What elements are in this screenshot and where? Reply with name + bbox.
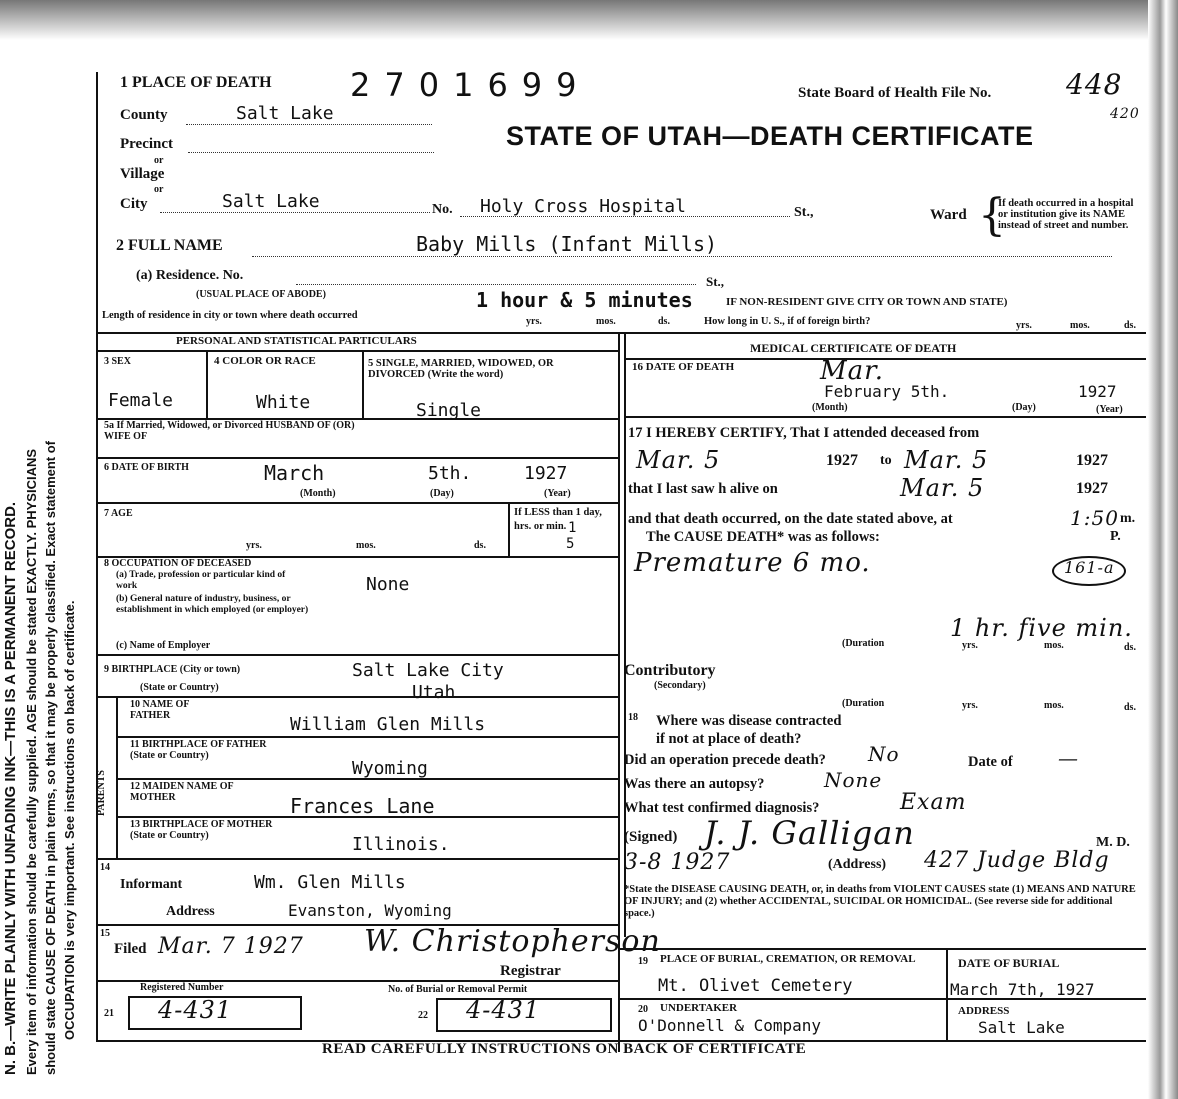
file-no-label: State Board of Health File No.	[798, 85, 992, 101]
spouse-label: 5a If Married, Widowed, or Divorced HUSBAND OF (OR) WIFE OF	[104, 420, 355, 442]
last-saw-year: 1927	[1076, 480, 1108, 497]
rule-before-undertaker	[618, 998, 1146, 1000]
contributory-label: Contributory	[624, 662, 716, 679]
color-value: White	[256, 392, 311, 413]
burial-date-value: March 7th, 1927	[950, 980, 1095, 999]
rule-personal-title	[96, 350, 618, 352]
registrar-signature: W. Christopherson	[364, 924, 661, 959]
div-burial	[946, 948, 948, 1040]
duration-yrs-2: yrs.	[962, 700, 978, 711]
father-value: William Glen Mills	[290, 714, 486, 735]
scan-edge-top	[0, 0, 1178, 40]
registrar-label: Registrar	[500, 963, 561, 979]
duration-label-2: (Duration	[842, 698, 885, 709]
duration-ds-2: ds.	[1124, 702, 1136, 713]
age-less-label: If LESS than 1 day, hrs. or min.	[514, 507, 602, 532]
full-name-value: Baby Mills (Infant Mills)	[416, 232, 718, 256]
usual-abode-label: (USUAL PLACE OF ABODE)	[196, 289, 326, 300]
item-22: 22	[418, 1010, 428, 1021]
dob-label: 6 DATE OF BIRTH	[104, 462, 189, 473]
dob-month-label: (Month)	[300, 488, 336, 499]
rule-medical-title	[624, 358, 1146, 360]
county-line	[186, 124, 432, 125]
if-not-label: if not at place of death?	[656, 731, 802, 747]
div-age-less	[508, 502, 510, 558]
length-of-residence-value: 1 hour & 5 minutes	[476, 288, 693, 312]
ward-brace: {	[978, 190, 1006, 241]
rule-after-dod	[624, 416, 1146, 418]
or-label-2: or	[154, 184, 164, 195]
dod-label: 16 DATE OF DEATH	[632, 361, 735, 373]
mother-birthplace-value: Illinois.	[352, 834, 450, 855]
md-label: M. D.	[1096, 835, 1130, 850]
occupation-label: 8 OCCUPATION OF DECEASED	[104, 558, 252, 569]
marital-label: 5 SINGLE, MARRIED, WIDOWED, OR DIVORCED (Write the word)	[368, 358, 554, 380]
physician-address-label: (Address)	[828, 857, 887, 872]
ward-note: If death occurred in a hospital or institution give its NAME instead of street and number.	[998, 198, 1134, 231]
operation-value: No	[868, 742, 900, 766]
item-21: 21	[104, 1008, 114, 1019]
rule-after-spouse	[96, 457, 618, 459]
hospital-value: Holy Cross Hospital	[480, 196, 686, 217]
time-m-label: m.	[1120, 511, 1136, 526]
duration-mos-1: mos.	[1044, 640, 1064, 651]
informant-address-value: Evanston, Wyoming	[288, 901, 452, 920]
registered-number-value: 4-431	[158, 996, 233, 1024]
birthplace-state: Utah	[412, 682, 456, 703]
duration-handwritten: 1 hr. five min.	[950, 614, 1133, 642]
undertaker-label: UNDERTAKER	[660, 1002, 738, 1014]
birthplace-label: 9 BIRTHPLACE (City or town)	[104, 664, 241, 675]
dob-year: 1927	[524, 463, 568, 484]
father-label: 10 NAME OF FATHER	[130, 699, 190, 721]
village-label: Village	[120, 166, 165, 182]
informant-value: Wm. Glen Mills	[254, 872, 406, 893]
us-mos: mos.	[1070, 320, 1090, 331]
certificate-title: STATE OF UTAH—DEATH CERTIFICATE	[506, 121, 1034, 151]
age-yrs: yrs.	[246, 540, 262, 551]
age-label: 7 AGE	[104, 508, 133, 519]
mother-value: Frances Lane	[290, 794, 435, 818]
rule-before-burial	[618, 948, 1146, 950]
center-divider-2	[624, 332, 626, 937]
div-parents	[116, 696, 118, 858]
father-birthplace-value: Wyoming	[352, 758, 428, 779]
occupation-a-label: (a) Trade, profession or particular kind of work	[116, 570, 286, 591]
div-sex-color	[206, 350, 208, 418]
last-saw-label: that I last saw h alive on	[628, 481, 778, 497]
test-value: Exam	[900, 790, 967, 815]
age-hours: 1	[568, 520, 577, 536]
dob-year-label: (Year)	[544, 488, 571, 499]
attended-year-1: 1927	[826, 452, 858, 469]
res-yrs: yrs.	[526, 316, 542, 327]
us-yrs: yrs.	[1016, 320, 1032, 331]
physician-address-value: 427 Judge Bldg	[924, 848, 1110, 873]
attended-to-label: to	[880, 453, 892, 468]
burial-place-value: Mt. Olivet Cemetery	[658, 976, 853, 996]
nonresident-label: IF NON-RESIDENT GIVE CITY OR TOWN AND STATE)	[726, 296, 1008, 308]
occupation-c-label: (c) Name of Employer	[116, 640, 211, 651]
undertaker-value: O'Donnell & Company	[638, 1016, 822, 1035]
county-value: Salt Lake	[236, 103, 334, 124]
death-occurred-label: and that death occurred, on the date stated above, at	[628, 511, 953, 527]
footer-instructions: READ CAREFULLY INSTRUCTIONS ON BACK OF CERTIFICATE	[322, 1041, 807, 1057]
cause-label: The CAUSE DEATH* was as follows:	[646, 529, 880, 545]
cause-value: Premature 6 mo.	[634, 548, 871, 578]
signed-label: (Signed)	[624, 829, 678, 845]
autopsy-value: None	[824, 768, 883, 792]
city-value: Salt Lake	[222, 191, 320, 212]
item-20: 20	[638, 1004, 648, 1015]
personal-section-title: PERSONAL AND STATISTICAL PARTICULARS	[176, 335, 417, 347]
div-color-marital	[362, 350, 364, 418]
occupation-value: None	[366, 574, 410, 595]
certify-label: 17 I HEREBY CERTIFY, That I attended deceased from	[628, 425, 980, 441]
side-warning: N. B.—WRITE PLAINLY WITH UNFADING INK—THIS IS A PERMANENT RECORD.	[2, 501, 19, 1075]
autopsy-label: Was there an autopsy?	[624, 776, 765, 792]
precinct-line	[188, 152, 434, 153]
scan-edge-right	[1148, 0, 1178, 1099]
dob-day-label: (Day)	[430, 488, 454, 499]
physician-signature: J. J. Galligan	[704, 814, 915, 852]
residence-line	[296, 284, 696, 285]
dod-value: February 5th.	[824, 382, 950, 401]
age-mos: mos.	[356, 540, 376, 551]
rule-top-grid	[96, 332, 1146, 334]
time-p-label: P.	[1110, 529, 1121, 544]
side-note-2: should state CAUSE OF DEATH in plain terms, so that it may be properly classified. Exact statement of	[43, 440, 58, 1075]
city-label: City	[120, 196, 148, 212]
full-name-line	[252, 256, 1112, 257]
res-ds: ds.	[658, 316, 670, 327]
file-no-extra: 420	[1110, 106, 1140, 122]
occupation-b-label: (b) General nature of industry, business, or establishment in which employed (or employer)	[116, 594, 309, 615]
res-mos: mos.	[596, 316, 616, 327]
item-19: 19	[638, 956, 648, 967]
registered-number-label: Registered Number	[140, 982, 224, 993]
side-note-1: Every item of information should be carefully supplied. AGE should be stated EXACTLY. PHYSICIANS	[24, 448, 39, 1075]
burial-permit-label: No. of Burial or Removal Permit	[388, 984, 528, 995]
color-label: 4 COLOR OR RACE	[214, 355, 316, 367]
precinct-label: Precinct	[120, 136, 174, 152]
rule-after-occ	[96, 654, 618, 656]
certificate-number: 2701699	[350, 66, 591, 104]
attended-from: Mar. 5	[636, 446, 721, 474]
filed-label: Filed	[114, 941, 147, 957]
side-note-3: OCCUPATION is very important. See instructions on back of certificate.	[62, 600, 77, 1040]
sex-value: Female	[108, 390, 174, 411]
informant-address-label: Address	[166, 904, 215, 919]
residence-st-label: St.,	[706, 274, 725, 289]
mother-label: 12 MAIDEN NAME OF MOTHER	[130, 781, 234, 803]
dod-month-label: (Month)	[812, 402, 848, 413]
full-name-label: 2 FULL NAME	[116, 237, 223, 254]
city-line	[160, 212, 430, 213]
birthplace-state-label: (State or Country)	[140, 682, 219, 693]
cause-footnote: *State the DISEASE CAUSING DEATH, or, in deaths from VIOLENT CAUSES state (1) MEANS AND NATURE OF INJURY; and (2) whether ACCIDENTAL, SUICIDAL OR HOMICIDAL. (See reverse side for additional space.)	[624, 884, 1136, 919]
last-saw-value: Mar. 5	[900, 474, 985, 502]
item-18: 18	[628, 712, 638, 723]
item-15: 15	[100, 928, 110, 939]
attended-to: Mar. 5	[904, 446, 989, 474]
sex-label: 3 SEX	[104, 356, 131, 367]
attended-year-2: 1927	[1076, 452, 1108, 469]
rule-after-father-bp	[116, 778, 618, 780]
secondary-label: (Secondary)	[654, 680, 706, 691]
undertaker-address-label: ADDRESS	[958, 1005, 1010, 1017]
signature-date: 3-8 1927	[624, 850, 731, 875]
father-birthplace-label: 11 BIRTHPLACE OF FATHER (State or Country)	[130, 739, 267, 761]
file-no-value: 448	[1066, 68, 1123, 101]
cause-code: 161-a	[1064, 558, 1115, 577]
rule-after-father	[116, 736, 618, 738]
rule-after-mother	[116, 816, 618, 818]
burial-place-label: PLACE OF BURIAL, CREMATION, OR REMOVAL	[660, 953, 916, 965]
operation-label: Did an operation precede death?	[624, 752, 826, 768]
burial-permit-value: 4-431	[466, 996, 541, 1024]
medical-section-title: MEDICAL CERTIFICATE OF DEATH	[750, 341, 957, 355]
county-label: County	[120, 107, 168, 123]
dod-year: 1927	[1078, 382, 1117, 401]
place-of-death-label: 1 PLACE OF DEATH	[120, 74, 272, 91]
age-ds: ds.	[474, 540, 486, 551]
age-minutes: 5	[566, 536, 575, 552]
dod-year-label: (Year)	[1096, 404, 1123, 415]
burial-date-label: DATE OF BURIAL	[958, 956, 1060, 970]
dob-day: 5th.	[428, 463, 472, 484]
date-of-label: Date of	[968, 754, 1013, 770]
item-14: 14	[100, 862, 110, 873]
street-no-label: No.	[432, 202, 453, 217]
mother-birthplace-label: 13 BIRTHPLACE OF MOTHER (State or Country)	[130, 819, 273, 841]
how-long-us-label: How long in U. S., if of foreign birth?	[704, 316, 871, 327]
filed-value: Mar. 7 1927	[158, 934, 304, 959]
dob-month: March	[264, 461, 325, 485]
dod-handwritten: Mar.	[820, 356, 884, 386]
rule-after-birthplace	[96, 696, 618, 698]
undertaker-address-value: Salt Lake	[978, 1018, 1065, 1037]
residence-label: (a) Residence. No.	[136, 268, 244, 283]
duration-mos-2: mos.	[1044, 700, 1064, 711]
or-label-1: or	[154, 155, 164, 166]
where-contracted-label: Where was disease contracted	[656, 713, 842, 729]
rule-after-dob	[96, 502, 618, 504]
rule-after-mother-bp	[96, 858, 618, 860]
time-of-death: 1:50	[1070, 506, 1119, 530]
hospital-line	[460, 216, 790, 217]
length-of-residence-label: Length of residence in city or town where death occurred	[102, 310, 358, 321]
parents-label: PARENTS	[96, 770, 107, 816]
duration-ds-1: ds.	[1124, 642, 1136, 653]
ward-label: Ward	[930, 207, 967, 223]
dod-day-label: (Day)	[1012, 402, 1036, 413]
marital-value: Single	[416, 400, 482, 421]
test-label: What test confirmed diagnosis?	[624, 800, 820, 816]
birthplace-city: Salt Lake City	[352, 660, 504, 681]
us-ds: ds.	[1124, 320, 1136, 331]
duration-label-1: (Duration	[842, 638, 885, 649]
duration-yrs-1: yrs.	[962, 640, 978, 651]
date-of-value: —	[1058, 746, 1079, 770]
informant-label: Informant	[120, 877, 183, 892]
st-label: St.,	[794, 205, 814, 220]
